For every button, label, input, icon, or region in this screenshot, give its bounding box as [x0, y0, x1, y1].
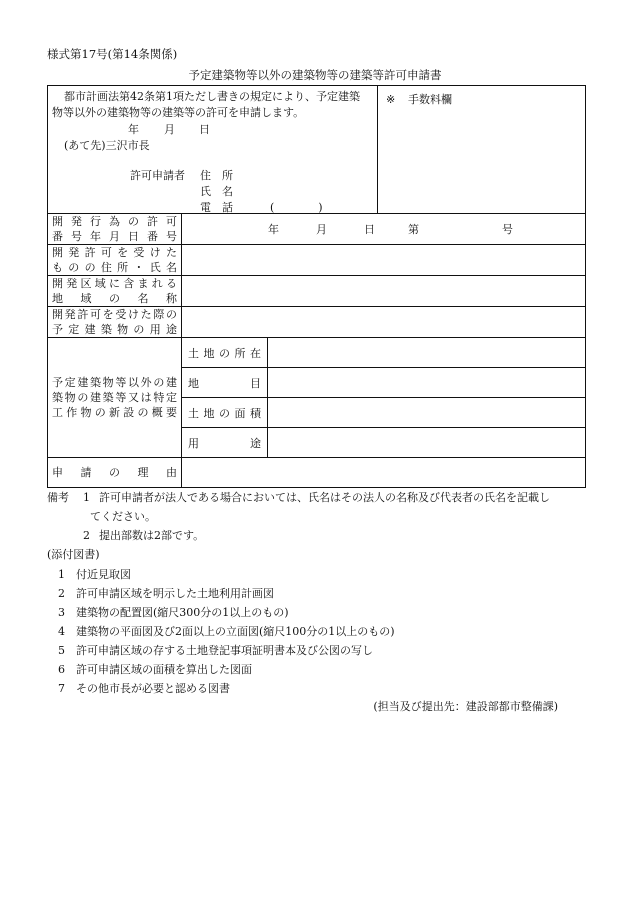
land-category-label: 地 目 — [182, 368, 268, 398]
overview-label: 予定建築物等以外の建 築物の建築等又は特定 工作物の新設の概要 — [48, 338, 182, 458]
document-title: 予定建築物等以外の建築物等の建築等許可申請書 — [188, 68, 442, 82]
permit-month: 月 — [316, 223, 327, 236]
attachment-2: 許可申請区域を明示した土地利用計画図 — [76, 587, 274, 600]
note-2-number: 2 — [83, 529, 90, 542]
permit-day: 日 — [364, 223, 375, 236]
note-1-line-1: 許可申請者が法人である場合においては、氏名はその法人の名称及び代表者の氏名を記載し — [99, 491, 550, 504]
note-2: 提出部数は2部です。 — [99, 529, 205, 542]
fee-column — [378, 86, 586, 214]
attachment-6: 許可申請区域の面積を算出した図面 — [76, 663, 252, 676]
attachment-5: 許可申請区域の存する土地登記事項証明書本及び公図の写し — [76, 644, 373, 657]
land-category-field[interactable] — [268, 368, 586, 398]
note-1-number: 1 — [83, 491, 90, 504]
land-location-field[interactable] — [268, 338, 586, 368]
fee-mark: ※ — [386, 93, 396, 106]
note-1-line-2: てください。 — [90, 510, 156, 523]
permit-year: 年 — [268, 223, 279, 236]
planned-use-field[interactable] — [182, 307, 586, 338]
use-label: 用 途 — [182, 428, 268, 458]
application-table — [47, 85, 586, 488]
date-day: 日 — [199, 123, 210, 136]
name-label: 氏 名 — [200, 185, 233, 198]
form-number: 様式第17号(第14条関係) — [47, 47, 178, 61]
permit-holder-field[interactable] — [182, 245, 586, 276]
land-area-field[interactable] — [268, 398, 586, 428]
permit-dai: 第 — [408, 223, 419, 236]
attachment-2-number: 2 — [58, 587, 65, 600]
attachment-5-number: 5 — [58, 644, 65, 657]
statement-line-1: 都市計画法第42条第1項ただし書きの規定により、予定建築 — [64, 90, 360, 103]
fee-label: 手数料欄 — [408, 93, 453, 106]
land-location-label: 土地の所在 — [182, 338, 268, 368]
attachment-1: 付近見取図 — [76, 568, 131, 581]
attachment-4: 建築物の平面図及び2面以上の立面図(縮尺100分の1以上のもの) — [76, 625, 395, 638]
attachment-1-number: 1 — [58, 568, 65, 581]
attachments-heading: (添付図書) — [47, 548, 100, 561]
attachment-3-number: 3 — [58, 606, 65, 619]
reason-field[interactable] — [182, 458, 586, 488]
addressee: (あて先)三沢市長 — [64, 139, 150, 152]
attachment-3: 建築物の配置図(縮尺300分の1以上のもの) — [76, 606, 289, 619]
land-area-label: 土地の面積 — [182, 398, 268, 428]
attachment-4-number: 4 — [58, 625, 65, 638]
area-name-field[interactable] — [182, 276, 586, 307]
permit-number-label: 開発行為の許可 番号年月日番号 — [48, 214, 182, 245]
address-label: 住 所 — [200, 169, 233, 182]
planned-use-label: 開発許可を受けた際の 予定建築物の用途 — [48, 307, 182, 338]
date-year: 年 — [128, 123, 139, 136]
contact-info: (担当及び提出先：建設部都市整備課) — [373, 700, 558, 713]
application-statement-cell — [48, 86, 378, 214]
attachment-7-number: 7 — [58, 682, 65, 695]
attachment-7: その他市長が必要と認める図書 — [76, 682, 230, 695]
permit-go: 号 — [502, 223, 513, 236]
phone-parentheses: ( ) — [270, 201, 323, 214]
attachment-6-number: 6 — [58, 663, 65, 676]
reason-label: 申請の理由 — [48, 458, 182, 488]
use-field[interactable] — [268, 428, 586, 458]
phone-label: 電 話 — [200, 201, 233, 214]
statement-line-2: 物等以外の建築物等の建築等の許可を申請します。 — [52, 106, 305, 119]
permit-holder-label: 開発許可を受けた ものの住所・氏名 — [48, 245, 182, 276]
permit-number-field[interactable] — [182, 214, 586, 245]
applicant-label: 許可申請者 — [130, 169, 185, 182]
date-month: 月 — [164, 123, 175, 136]
area-name-label: 開発区域に含まれる 地域の名称 — [48, 276, 182, 307]
notes-heading: 備考 — [47, 491, 69, 504]
